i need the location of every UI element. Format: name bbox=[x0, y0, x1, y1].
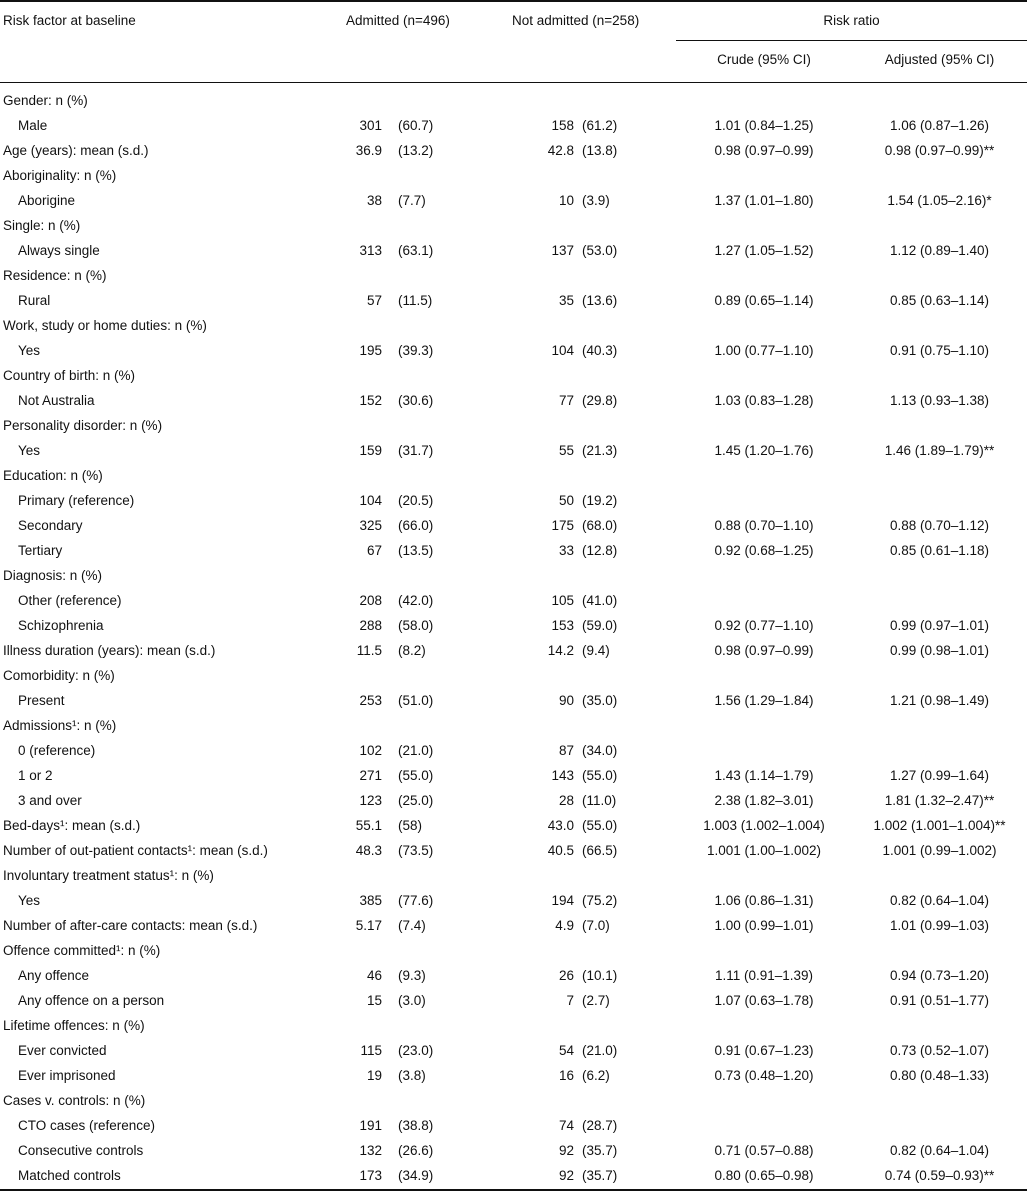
row-label: Offence committed¹: n (%) bbox=[3, 943, 161, 958]
admitted-value: (13.2) bbox=[398, 143, 434, 158]
admitted-value: (42.0) bbox=[398, 593, 434, 608]
table-row bbox=[0, 1163, 1027, 1188]
row-label: Personality disorder: n (%) bbox=[3, 418, 163, 433]
table-group-row bbox=[0, 813, 1027, 838]
admitted-value: (51.0) bbox=[398, 693, 434, 708]
crude-rr: 0.88 (0.70–1.10) bbox=[714, 518, 814, 533]
admitted-value: (55.0) bbox=[398, 768, 434, 783]
table-row bbox=[0, 113, 1027, 138]
adjusted-rr: 0.98 (0.97–0.99)** bbox=[884, 143, 995, 158]
not-admitted-value: (13.8) bbox=[582, 143, 618, 158]
admitted-value: (9.3) bbox=[398, 968, 426, 983]
row-label: Secondary bbox=[18, 518, 83, 533]
admitted-value: (63.1) bbox=[398, 243, 434, 258]
table-group-row bbox=[0, 463, 1027, 488]
not-admitted-value: (35.0) bbox=[582, 693, 618, 708]
crude-rr: 0.92 (0.68–1.25) bbox=[714, 543, 814, 558]
not-admitted-value: (55.0) bbox=[582, 818, 618, 833]
crude-rr: 1.06 (0.86–1.31) bbox=[714, 893, 814, 908]
crude-rr: 1.56 (1.29–1.84) bbox=[714, 693, 814, 708]
crude-rr: 1.11 (0.91–1.39) bbox=[714, 968, 814, 983]
admitted-n: 11.5 bbox=[356, 643, 382, 658]
admitted-n: 102 bbox=[359, 743, 382, 758]
not-admitted-n: 194 bbox=[551, 893, 574, 908]
not-admitted-n: 16 bbox=[558, 1068, 574, 1083]
not-admitted-value: (61.2) bbox=[582, 118, 618, 133]
header-adjusted: Adjusted (95% CI) bbox=[884, 52, 995, 67]
table-row bbox=[0, 588, 1027, 613]
header-risk-factor: Risk factor at baseline bbox=[3, 13, 136, 28]
adjusted-rr: 0.74 (0.59–0.93)** bbox=[884, 1168, 995, 1183]
not-admitted-value: (66.5) bbox=[582, 843, 618, 858]
adjusted-rr: 1.21 (0.98–1.49) bbox=[889, 693, 990, 708]
table-group-row bbox=[0, 313, 1027, 338]
table-row bbox=[0, 688, 1027, 713]
table-row bbox=[0, 1063, 1027, 1088]
crude-rr: 1.00 (0.77–1.10) bbox=[714, 343, 814, 358]
not-admitted-n: 26 bbox=[558, 968, 574, 983]
table-group-row bbox=[0, 138, 1027, 163]
admitted-value: (13.5) bbox=[398, 543, 434, 558]
adjusted-rr: 0.85 (0.61–1.18) bbox=[889, 543, 990, 558]
crude-rr: 0.73 (0.48–1.20) bbox=[714, 1068, 814, 1083]
table-row bbox=[0, 388, 1027, 413]
row-label: Always single bbox=[18, 243, 100, 258]
admitted-value: (3.8) bbox=[398, 1068, 426, 1083]
not-admitted-n: 77 bbox=[558, 393, 574, 408]
row-label: Tertiary bbox=[18, 543, 63, 558]
admitted-n: 104 bbox=[359, 493, 382, 508]
row-label: Ever imprisoned bbox=[18, 1068, 116, 1083]
row-label: 3 and over bbox=[18, 793, 82, 808]
not-admitted-n: 153 bbox=[551, 618, 574, 633]
row-label: Rural bbox=[18, 293, 51, 308]
row-label: Gender: n (%) bbox=[3, 93, 88, 108]
admitted-n: 46 bbox=[366, 968, 382, 983]
adjusted-rr: 1.13 (0.93–1.38) bbox=[889, 393, 990, 408]
header-admitted: Admitted (n=496) bbox=[346, 13, 450, 28]
row-label: Other (reference) bbox=[18, 593, 122, 608]
row-label: CTO cases (reference) bbox=[18, 1118, 156, 1133]
admitted-value: (60.7) bbox=[398, 118, 434, 133]
table-top-rule bbox=[0, 0, 1027, 2]
row-label: Yes bbox=[18, 343, 41, 358]
table-group-row bbox=[0, 88, 1027, 113]
row-label: Involuntary treatment status¹: n (%) bbox=[3, 868, 214, 883]
adjusted-rr: 0.85 (0.63–1.14) bbox=[889, 293, 990, 308]
crude-rr: 1.45 (1.20–1.76) bbox=[714, 443, 814, 458]
not-admitted-value: (35.7) bbox=[582, 1168, 618, 1183]
not-admitted-n: 137 bbox=[551, 243, 574, 258]
adjusted-rr: 1.01 (0.99–1.03) bbox=[889, 918, 990, 933]
not-admitted-n: 7 bbox=[566, 993, 574, 1008]
not-admitted-value: (28.7) bbox=[582, 1118, 618, 1133]
row-label: Diagnosis: n (%) bbox=[3, 568, 103, 583]
crude-rr: 1.27 (1.05–1.52) bbox=[714, 243, 814, 258]
row-label: Number of out-patient contacts¹: mean (s.d.) bbox=[3, 843, 268, 858]
table-row bbox=[0, 613, 1027, 638]
not-admitted-n: 74 bbox=[558, 1118, 574, 1133]
admitted-n: 55.1 bbox=[355, 818, 382, 833]
crude-rr: 1.003 (1.002–1.004) bbox=[703, 818, 825, 833]
header-crude: Crude (95% CI) bbox=[717, 52, 811, 67]
table-group-row bbox=[0, 413, 1027, 438]
table-row bbox=[0, 763, 1027, 788]
not-admitted-value: (12.8) bbox=[582, 543, 618, 558]
not-admitted-value: (9.4) bbox=[582, 643, 610, 658]
not-admitted-n: 55 bbox=[558, 443, 574, 458]
admitted-n: 5.17 bbox=[355, 918, 382, 933]
table-group-row bbox=[0, 863, 1027, 888]
table-row bbox=[0, 1113, 1027, 1138]
not-admitted-n: 50 bbox=[558, 493, 574, 508]
adjusted-rr: 1.81 (1.32–2.47)** bbox=[884, 793, 995, 808]
admitted-value: (26.6) bbox=[398, 1143, 434, 1158]
table-group-row bbox=[0, 838, 1027, 863]
admitted-value: (3.0) bbox=[398, 993, 426, 1008]
admitted-n: 15 bbox=[366, 993, 382, 1008]
admitted-n: 152 bbox=[359, 393, 382, 408]
admitted-value: (58.0) bbox=[398, 618, 434, 633]
table-group-row bbox=[0, 1088, 1027, 1113]
admitted-value: (25.0) bbox=[398, 793, 434, 808]
table-group-row bbox=[0, 163, 1027, 188]
not-admitted-n: 40.5 bbox=[547, 843, 574, 858]
not-admitted-value: (13.6) bbox=[582, 293, 618, 308]
admitted-n: 19 bbox=[366, 1068, 382, 1083]
not-admitted-value: (55.0) bbox=[582, 768, 618, 783]
table-row bbox=[0, 738, 1027, 763]
row-label: Cases v. controls: n (%) bbox=[3, 1093, 146, 1108]
admitted-n: 288 bbox=[359, 618, 382, 633]
not-admitted-n: 43.0 bbox=[547, 818, 574, 833]
not-admitted-value: (2.7) bbox=[582, 993, 610, 1008]
crude-rr: 1.43 (1.14–1.79) bbox=[714, 768, 814, 783]
adjusted-rr: 1.54 (1.05–2.16)* bbox=[887, 193, 992, 208]
not-admitted-n: 28 bbox=[558, 793, 574, 808]
not-admitted-value: (75.2) bbox=[582, 893, 618, 908]
table-group-row bbox=[0, 563, 1027, 588]
not-admitted-n: 42.8 bbox=[547, 143, 574, 158]
not-admitted-value: (6.2) bbox=[582, 1068, 610, 1083]
not-admitted-value: (34.0) bbox=[582, 743, 618, 758]
not-admitted-n: 105 bbox=[551, 593, 574, 608]
row-label: Admissions¹: n (%) bbox=[3, 718, 117, 733]
row-label: Yes bbox=[18, 443, 41, 458]
admitted-n: 301 bbox=[359, 118, 382, 133]
admitted-n: 38 bbox=[366, 193, 382, 208]
row-label: Bed-days¹: mean (s.d.) bbox=[3, 818, 141, 833]
table-group-row bbox=[0, 263, 1027, 288]
adjusted-rr: 0.91 (0.51–1.77) bbox=[889, 993, 990, 1008]
row-label: Any offence bbox=[18, 968, 90, 983]
row-label: Work, study or home duties: n (%) bbox=[3, 318, 207, 333]
admitted-n: 67 bbox=[366, 543, 382, 558]
table-group-row bbox=[0, 713, 1027, 738]
table-row bbox=[0, 538, 1027, 563]
table-row bbox=[0, 238, 1027, 263]
not-admitted-value: (7.0) bbox=[582, 918, 610, 933]
row-label: Country of birth: n (%) bbox=[3, 368, 136, 383]
table-group-row bbox=[0, 363, 1027, 388]
crude-rr: 0.92 (0.77–1.10) bbox=[714, 618, 814, 633]
row-label: Age (years): mean (s.d.) bbox=[3, 143, 149, 158]
admitted-value: (21.0) bbox=[398, 743, 434, 758]
adjusted-rr: 0.73 (0.52–1.07) bbox=[889, 1043, 990, 1058]
row-label: Not Australia bbox=[18, 393, 95, 408]
crude-rr: 0.89 (0.65–1.14) bbox=[714, 293, 814, 308]
admitted-value: (23.0) bbox=[398, 1043, 434, 1058]
risk-ratio-rule bbox=[676, 40, 1027, 41]
not-admitted-n: 10 bbox=[558, 193, 574, 208]
crude-rr: 0.91 (0.67–1.23) bbox=[714, 1043, 814, 1058]
not-admitted-value: (29.8) bbox=[582, 393, 618, 408]
row-label: 0 (reference) bbox=[18, 743, 96, 758]
table-group-row bbox=[0, 663, 1027, 688]
crude-rr: 2.38 (1.82–3.01) bbox=[714, 793, 814, 808]
not-admitted-value: (21.3) bbox=[582, 443, 618, 458]
adjusted-rr: 0.91 (0.75–1.10) bbox=[889, 343, 990, 358]
crude-rr: 0.98 (0.97–0.99) bbox=[714, 643, 814, 658]
admitted-value: (39.3) bbox=[398, 343, 434, 358]
row-label: Aboriginality: n (%) bbox=[3, 168, 117, 183]
table-row bbox=[0, 438, 1027, 463]
adjusted-rr: 1.002 (1.001–1.004)** bbox=[873, 818, 1006, 833]
adjusted-rr: 0.99 (0.97–1.01) bbox=[889, 618, 990, 633]
table-row bbox=[0, 888, 1027, 913]
admitted-n: 253 bbox=[359, 693, 382, 708]
admitted-n: 159 bbox=[359, 443, 382, 458]
admitted-n: 313 bbox=[359, 243, 382, 258]
not-admitted-value: (53.0) bbox=[582, 243, 618, 258]
header-risk-ratio: Risk ratio bbox=[823, 13, 880, 28]
not-admitted-value: (19.2) bbox=[582, 493, 618, 508]
not-admitted-n: 143 bbox=[551, 768, 574, 783]
row-label: Ever convicted bbox=[18, 1043, 107, 1058]
row-label: Present bbox=[18, 693, 65, 708]
table-row bbox=[0, 1038, 1027, 1063]
crude-rr: 1.03 (0.83–1.28) bbox=[714, 393, 814, 408]
not-admitted-n: 87 bbox=[558, 743, 574, 758]
admitted-value: (20.5) bbox=[398, 493, 434, 508]
crude-rr: 1.01 (0.84–1.25) bbox=[714, 118, 814, 133]
table-group-row bbox=[0, 1013, 1027, 1038]
admitted-value: (11.5) bbox=[398, 293, 433, 308]
not-admitted-n: 92 bbox=[558, 1143, 574, 1158]
row-label: Matched controls bbox=[18, 1168, 121, 1183]
table-row bbox=[0, 338, 1027, 363]
admitted-value: (66.0) bbox=[398, 518, 434, 533]
admitted-value: (58) bbox=[398, 818, 423, 833]
not-admitted-n: 158 bbox=[551, 118, 574, 133]
row-label: Schizophrenia bbox=[18, 618, 104, 633]
admitted-n: 325 bbox=[359, 518, 382, 533]
row-label: Any offence on a person bbox=[18, 993, 165, 1008]
admitted-value: (30.6) bbox=[398, 393, 434, 408]
table-row bbox=[0, 1138, 1027, 1163]
admitted-n: 36.9 bbox=[355, 143, 382, 158]
admitted-value: (73.5) bbox=[398, 843, 434, 858]
crude-rr: 1.001 (1.00–1.002) bbox=[706, 843, 822, 858]
crude-rr: 0.80 (0.65–0.98) bbox=[714, 1168, 814, 1183]
not-admitted-value: (59.0) bbox=[582, 618, 618, 633]
not-admitted-n: 90 bbox=[558, 693, 574, 708]
not-admitted-n: 175 bbox=[551, 518, 574, 533]
admitted-n: 271 bbox=[359, 768, 382, 783]
admitted-n: 208 bbox=[359, 593, 382, 608]
not-admitted-n: 35 bbox=[558, 293, 574, 308]
admitted-n: 48.3 bbox=[355, 843, 382, 858]
row-label: Male bbox=[18, 118, 48, 133]
not-admitted-n: 92 bbox=[558, 1168, 574, 1183]
admitted-value: (38.8) bbox=[398, 1118, 434, 1133]
admitted-n: 132 bbox=[359, 1143, 382, 1158]
table-group-row bbox=[0, 638, 1027, 663]
admitted-value: (77.6) bbox=[398, 893, 434, 908]
admitted-value: (8.2) bbox=[398, 643, 426, 658]
admitted-n: 385 bbox=[359, 893, 382, 908]
table-group-row bbox=[0, 213, 1027, 238]
not-admitted-value: (10.1) bbox=[582, 968, 618, 983]
row-label: Lifetime offences: n (%) bbox=[3, 1018, 145, 1033]
adjusted-rr: 0.88 (0.70–1.12) bbox=[889, 518, 990, 533]
adjusted-rr: 1.12 (0.89–1.40) bbox=[889, 243, 990, 258]
crude-rr: 1.07 (0.63–1.78) bbox=[714, 993, 814, 1008]
not-admitted-value: (21.0) bbox=[582, 1043, 618, 1058]
row-label: Primary (reference) bbox=[18, 493, 135, 508]
table-row bbox=[0, 188, 1027, 213]
table-row bbox=[0, 288, 1027, 313]
admitted-n: 173 bbox=[359, 1168, 382, 1183]
admitted-n: 195 bbox=[359, 343, 382, 358]
admitted-n: 191 bbox=[359, 1118, 382, 1133]
adjusted-rr: 0.82 (0.64–1.04) bbox=[889, 893, 990, 908]
row-label: Education: n (%) bbox=[3, 468, 103, 483]
table-bottom-rule bbox=[0, 1189, 1027, 1191]
admitted-n: 57 bbox=[366, 293, 382, 308]
not-admitted-value: (40.3) bbox=[582, 343, 618, 358]
crude-rr: 0.71 (0.57–0.88) bbox=[714, 1143, 814, 1158]
adjusted-rr: 0.82 (0.64–1.04) bbox=[889, 1143, 990, 1158]
crude-rr: 1.37 (1.01–1.80) bbox=[714, 193, 814, 208]
row-label: Number of after-care contacts: mean (s.d.) bbox=[3, 918, 258, 933]
not-admitted-value: (11.0) bbox=[582, 793, 617, 808]
row-label: Illness duration (years): mean (s.d.) bbox=[3, 643, 216, 658]
admitted-value: (7.4) bbox=[398, 918, 426, 933]
not-admitted-n: 104 bbox=[551, 343, 574, 358]
admitted-value: (34.9) bbox=[398, 1168, 434, 1183]
not-admitted-value: (3.9) bbox=[582, 193, 610, 208]
admitted-value: (31.7) bbox=[398, 443, 434, 458]
table-row bbox=[0, 513, 1027, 538]
admitted-n: 115 bbox=[360, 1043, 382, 1058]
adjusted-rr: 0.94 (0.73–1.20) bbox=[889, 968, 990, 983]
not-admitted-n: 33 bbox=[558, 543, 574, 558]
table-group-row bbox=[0, 938, 1027, 963]
admitted-value: (7.7) bbox=[398, 193, 426, 208]
row-label: Single: n (%) bbox=[3, 218, 81, 233]
adjusted-rr: 1.001 (0.99–1.002) bbox=[882, 843, 997, 858]
not-admitted-n: 54 bbox=[558, 1043, 574, 1058]
not-admitted-value: (41.0) bbox=[582, 593, 618, 608]
table-group-row bbox=[0, 913, 1027, 938]
row-label: Aborigine bbox=[18, 193, 76, 208]
crude-rr: 1.00 (0.99–1.01) bbox=[714, 918, 814, 933]
table-row bbox=[0, 963, 1027, 988]
not-admitted-n: 14.2 bbox=[547, 643, 574, 658]
header-not-admitted: Not admitted (n=258) bbox=[512, 13, 640, 28]
adjusted-rr: 0.99 (0.98–1.01) bbox=[889, 643, 990, 658]
not-admitted-n: 4.9 bbox=[555, 918, 574, 933]
table-row bbox=[0, 488, 1027, 513]
row-label: Residence: n (%) bbox=[3, 268, 107, 283]
table-row bbox=[0, 988, 1027, 1013]
row-label: Yes bbox=[18, 893, 41, 908]
not-admitted-value: (68.0) bbox=[582, 518, 618, 533]
not-admitted-value: (35.7) bbox=[582, 1143, 618, 1158]
admitted-n: 123 bbox=[359, 793, 382, 808]
table-row bbox=[0, 788, 1027, 813]
crude-rr: 0.98 (0.97–0.99) bbox=[714, 143, 814, 158]
row-label: Comorbidity: n (%) bbox=[3, 668, 115, 683]
adjusted-rr: 0.80 (0.48–1.33) bbox=[889, 1068, 990, 1083]
adjusted-rr: 1.06 (0.87–1.26) bbox=[889, 118, 990, 133]
row-label: Consecutive controls bbox=[18, 1143, 144, 1158]
adjusted-rr: 1.46 (1.89–1.79)** bbox=[884, 443, 995, 458]
row-label: 1 or 2 bbox=[18, 768, 53, 783]
adjusted-rr: 1.27 (0.99–1.64) bbox=[889, 768, 990, 783]
table-header-rule bbox=[0, 82, 1027, 83]
